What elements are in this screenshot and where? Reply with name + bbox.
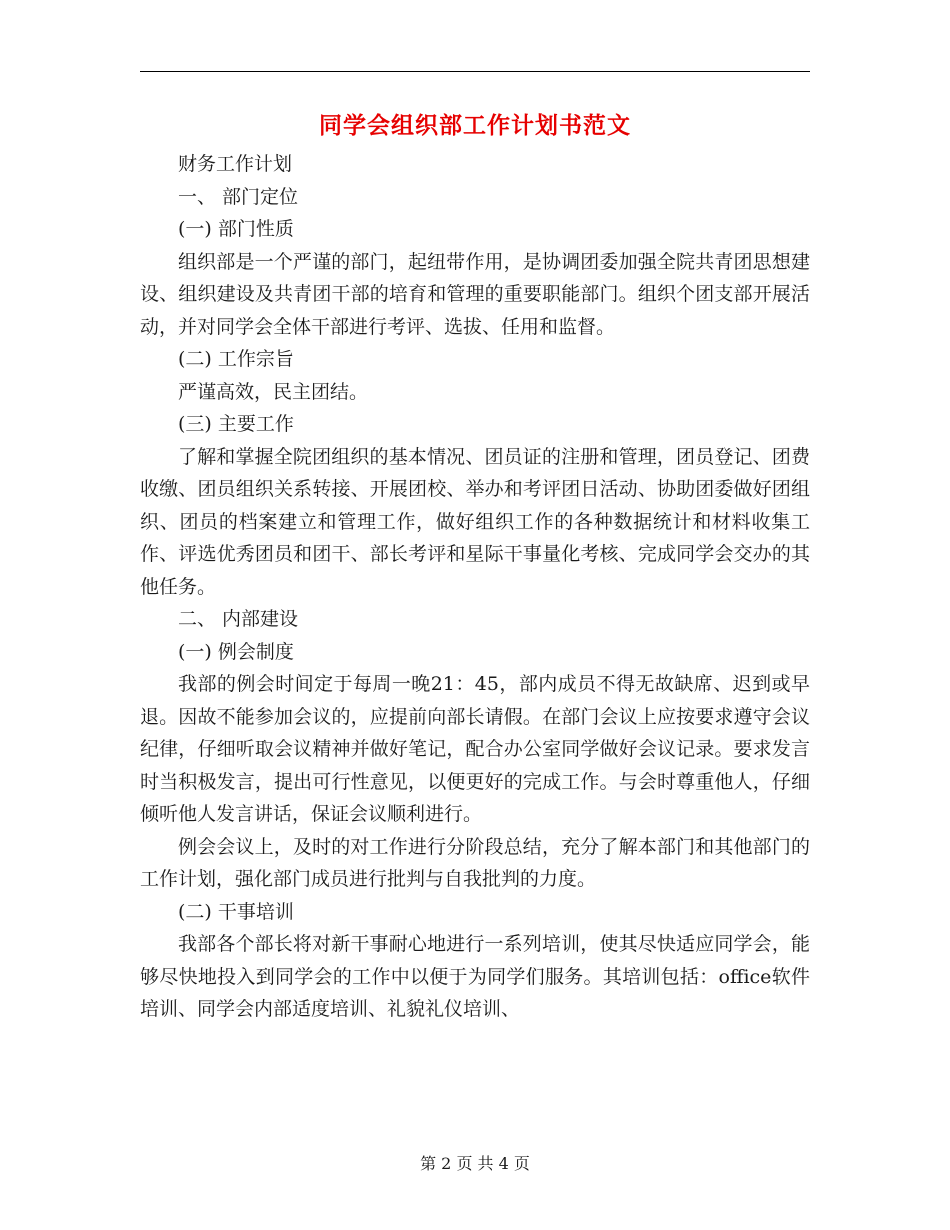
document-title: 同学会组织部工作计划书范文 (319, 112, 631, 139)
paragraph-meeting-summary: 例会会议上，及时的对工作进行分阶段总结，充分了解本部门和其他部门的工作计划，强化部门成员进行批判与自我批判的力度。 (140, 835, 810, 890)
paragraph-department-nature: 组织部是一个严谨的部门，起纽带作用，是协调团委加强全院共青团思想建设、组织建设及共青团干部的培育和管理的重要职能部门。组织个团支部开展活动，并对同学会全体干部进行考评、选拔、任用和监督。 (140, 250, 810, 338)
heading-internal-construction: 二、 内部建设 (178, 608, 299, 630)
section-heading-finance-plan: 财务工作计划 (178, 153, 293, 175)
subheading-department-nature: (一) 部门性质 (178, 218, 294, 240)
paragraph-main-work: 了解和掌握全院团组织的基本情况、团员证的注册和管理，团员登记、团费收缴、团员组织关系转接、开展团校、举办和考评团日活动、协助团委做好团组织、团员的档案建立和管理工作，做好组织工作的各种数据统计和材料收集工作、评选优秀团员和团干、部长考评和星际干事量化考核、完成同学会交办的其他任务。 (140, 445, 810, 598)
paragraph-regular-meeting: 我部的例会时间定于每周一晚21：45，部内成员不得无故缺席、迟到或早退。因故不能参加会议的，应提前向部长请假。在部门会议上应按要求遵守会议纪律，仔细听取会议精神并做好笔记，配合办公室同学做好会议记录。要求发言时当积极发言，提出可行性意见，以便更好的完成工作。与会时尊重他人，仔细倾听他人发言讲话，保证会议顺利进行。 (140, 673, 810, 825)
heading-department-positioning: 一、 部门定位 (178, 185, 299, 208)
subheading-regular-meeting: (一) 例会制度 (178, 640, 294, 663)
paragraph-staff-training: 我部各个部长将对新干事耐心地进行一系列培训，使其尽快适应同学会，能够尽快地投入到同学会的工作中以便于为同学们服务。其培训包括：office软件培训、同学会内部适度培训、礼貌礼仪培训、 (140, 933, 810, 1020)
subheading-staff-training: (二) 干事培训 (178, 900, 294, 923)
paragraph-work-purpose: 严谨高效，民主团结。 (178, 380, 369, 403)
page-number-footer: 第 2 页 共 4 页 (420, 1154, 530, 1173)
document-body (140, 148, 810, 1026)
subheading-main-work: (三) 主要工作 (178, 413, 294, 435)
header-rule (140, 71, 810, 72)
subheading-work-purpose: (二) 工作宗旨 (178, 348, 294, 370)
